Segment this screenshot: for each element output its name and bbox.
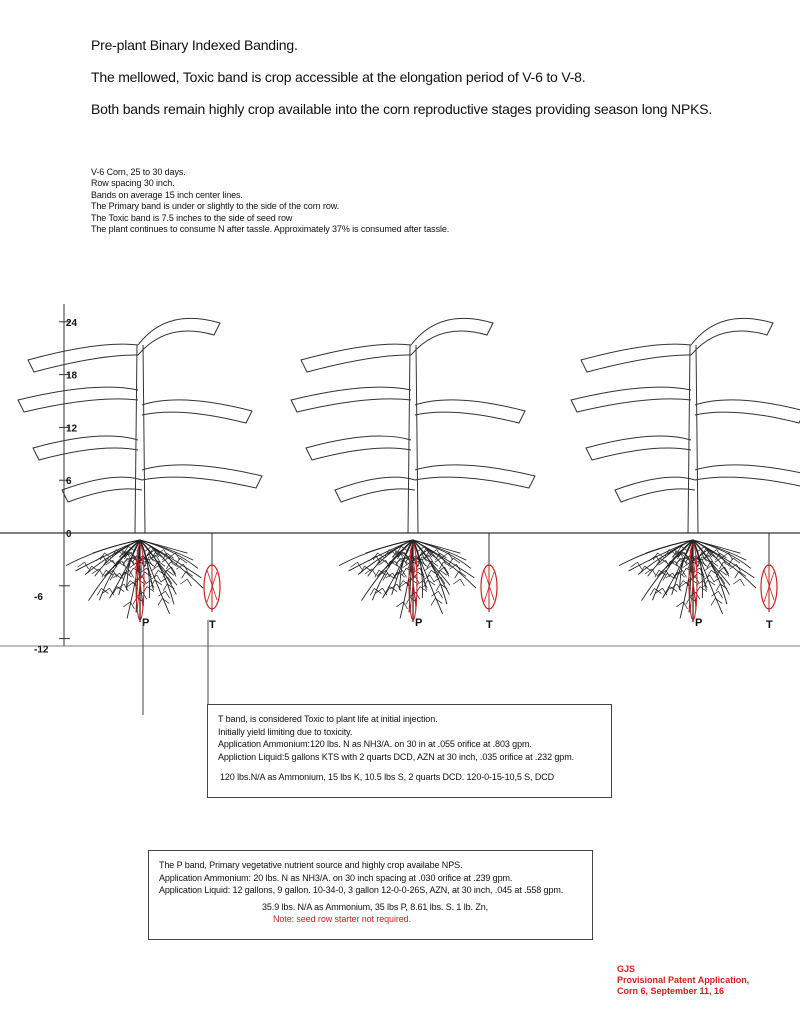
corn-band-diagram — [0, 295, 800, 715]
scale-tick-label: 0 — [66, 529, 72, 540]
root-hair — [386, 587, 397, 594]
root-hair — [113, 587, 124, 594]
p-band-line: Application Ammonium: 20 lbs. N as NH3/A. on 30 inch spacing at .030 orifice at .239 gpm. — [159, 872, 513, 883]
root-hair — [77, 562, 88, 569]
t-band-label: T — [766, 619, 773, 631]
root-hair — [453, 579, 464, 586]
t-band-line: T band, is considered Toxic to plant life at initial injection. — [218, 714, 438, 724]
t-band-label: T — [209, 619, 216, 631]
corn-leaf — [28, 344, 138, 372]
scale-tick-label: -6 — [34, 591, 43, 603]
page-header — [91, 36, 781, 132]
corn-leaf — [301, 344, 411, 372]
t-band-summary: 120 lbs.N/A as Ammonium, 15 lbs K, 10.5 lbs S, 2 quarts DCD. 120-0-15-10,5 S, DCD — [220, 772, 555, 783]
root-hair — [640, 566, 651, 573]
t-band-label: T — [486, 619, 493, 631]
t-band-hatch — [484, 566, 494, 608]
corn-plant — [18, 318, 262, 631]
t-band-hatch — [207, 566, 217, 608]
root-hair — [630, 562, 641, 569]
scale-tick-label: 12 — [66, 423, 78, 435]
root-hair — [130, 563, 141, 570]
notes-list — [91, 167, 591, 235]
corn-leaf — [615, 477, 695, 502]
corn-leaf — [291, 387, 411, 412]
p-band-line: The P band, Primary vegetative nutrient source and highly crop availabe NPS. — [159, 860, 463, 870]
corn-leaf — [335, 477, 415, 502]
corn-leaf — [586, 436, 691, 460]
corn-leaf — [18, 387, 138, 412]
scale-tick-label: -12 — [34, 644, 49, 656]
root-hair — [158, 598, 169, 605]
corn-leaf — [62, 477, 142, 502]
corn-plant — [291, 318, 535, 631]
corn-leaf — [695, 465, 800, 488]
corn-leaf — [571, 387, 691, 412]
scale-tick-label: 24 — [66, 317, 78, 329]
root-hair — [180, 579, 191, 586]
plant-row — [18, 318, 800, 631]
t-band-info-box — [207, 704, 612, 798]
header-line-both-bands: Both bands remain highly crop available into the corn reproductive stages providing season long NPKS. — [91, 101, 713, 117]
p-band-label: P — [415, 617, 423, 629]
patent-footer — [617, 964, 749, 997]
corn-leaf — [415, 465, 535, 488]
note-line: The plant continues to consume N after tassle. Approximately 37% is consumed after tassle. — [91, 224, 450, 235]
p-band-line: Application Liquid: 12 gallons, 9 gallon. 10-34-0, 3 gallon 12-0-0-26S, AZN, at 30 inch, .045 at .558 gpm. — [159, 885, 564, 896]
corn-stalk — [135, 345, 145, 533]
footer-application: Provisional Patent Application, — [617, 975, 750, 985]
p-band-label: P — [142, 617, 150, 629]
corn-leaf — [691, 318, 773, 355]
root-hair — [683, 563, 694, 570]
root-hair — [123, 602, 134, 609]
t-band-line: Application Ammonium:120 lbs. N as NH3/A. on 30 in at .055 orifice at .803 gpm. — [218, 739, 532, 750]
note-line: Bands on average 15 inch center lines. — [91, 189, 243, 200]
t-band-line: Initially yield limiting due to toxicity. — [218, 726, 353, 737]
root-hair — [666, 587, 677, 594]
p-band-summary: 35.9 lbs. N/A as Ammonium, 35 lbs P, 8.61 lbs. S. 1 lb. Zn, — [262, 901, 489, 912]
corn-leaf — [33, 436, 138, 460]
corn-stalk — [408, 345, 418, 533]
corn-leaf — [581, 344, 691, 372]
corn-leaf — [411, 318, 493, 355]
corn-leaf — [695, 400, 800, 423]
root-hair — [87, 566, 98, 573]
scale-tick-label: 6 — [66, 476, 72, 488]
root-hair — [360, 566, 371, 573]
note-line: V-6 Corn, 25 to 30 days. — [91, 167, 186, 177]
root-hair — [350, 562, 361, 569]
root-hair — [676, 602, 687, 609]
t-band-hatch — [764, 566, 774, 608]
note-line: The Toxic band is 7.5 inches to the side of seed row — [91, 212, 293, 223]
p-band-note: Note: seed row starter not required. — [273, 914, 411, 925]
root-hair — [733, 579, 744, 586]
footer-initials: GJS — [617, 964, 636, 974]
root-hair — [711, 598, 722, 605]
corn-leaf — [415, 400, 525, 423]
corn-leaf — [142, 465, 262, 488]
page-title: Pre-plant Binary Indexed Banding. — [91, 37, 298, 53]
p-band-label: P — [695, 617, 703, 629]
note-line: Row spacing 30 inch. — [91, 178, 175, 189]
root-hair — [396, 602, 407, 609]
footer-date: Corn 6, September 11, 16 — [617, 986, 725, 996]
root-hair — [431, 598, 442, 605]
note-line: The Primary band is under or slightly to the side of the corn row. — [91, 201, 340, 212]
header-line-toxic-band: The mellowed, Toxic band is crop accessible at the elongation period of V-6 to V-8. — [91, 69, 586, 85]
corn-leaf — [138, 318, 220, 355]
root-hair — [403, 563, 414, 570]
corn-leaf — [306, 436, 411, 460]
scale-tick-label: 18 — [66, 370, 78, 382]
corn-leaf — [142, 400, 252, 423]
corn-stalk — [688, 345, 698, 533]
corn-plant — [571, 318, 800, 631]
t-band-line: Appliction Liquid:5 gallons KTS with 2 quarts DCD, AZN at 30 inch, .035 orifice at .232 gpm. — [218, 751, 574, 762]
p-band-info-box — [148, 850, 593, 940]
